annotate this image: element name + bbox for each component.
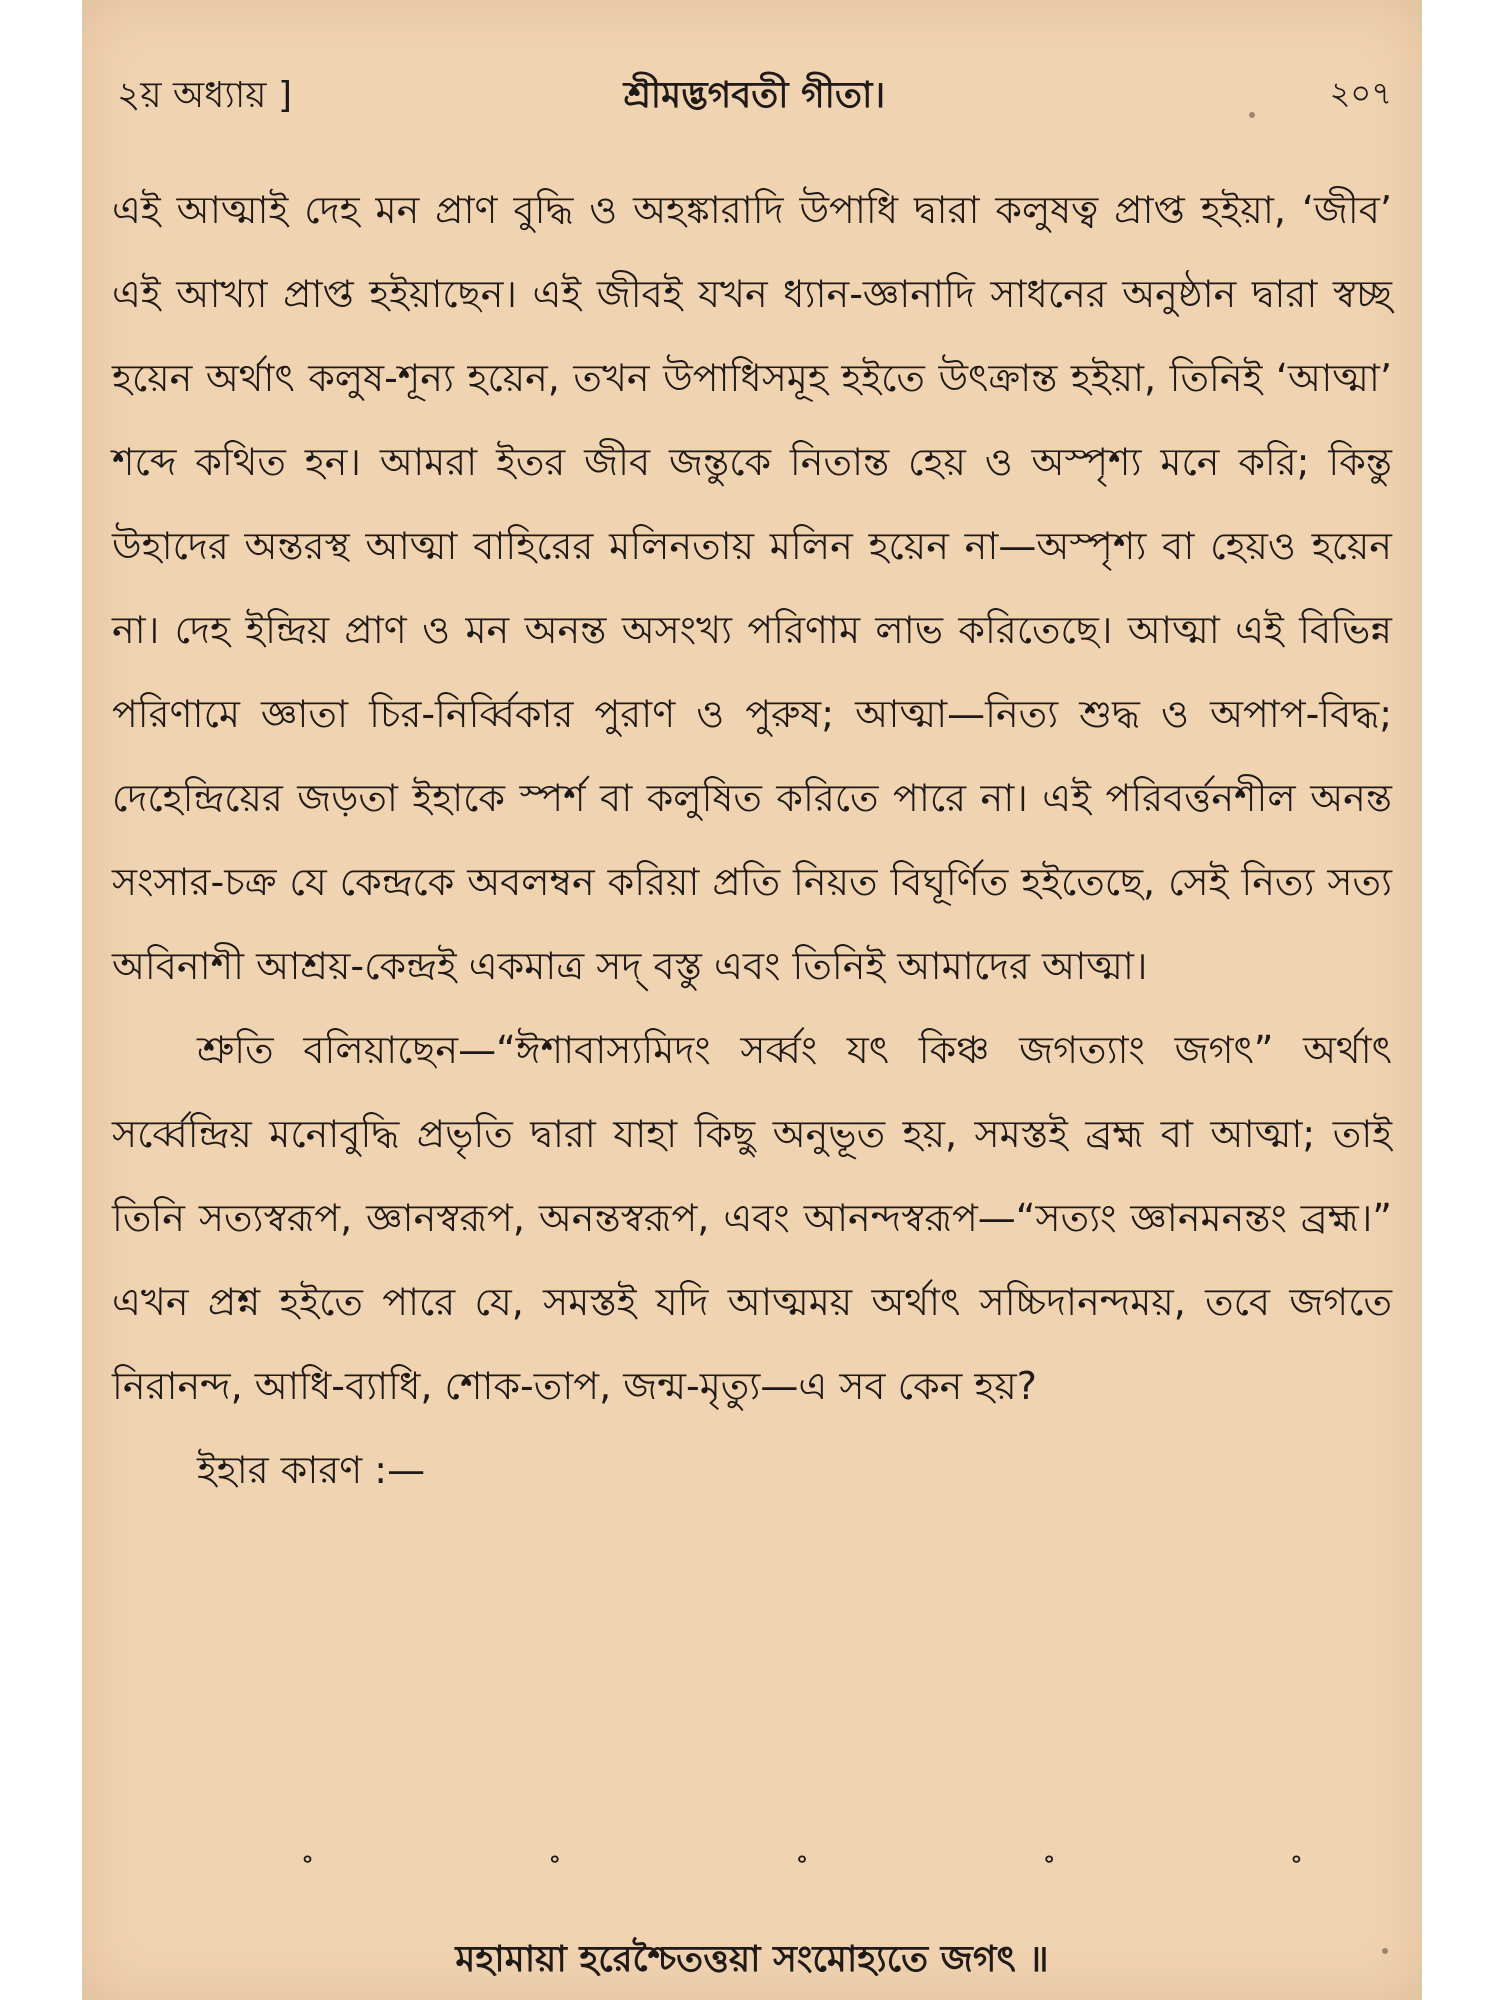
- separator-mark: ॰: [1043, 1847, 1055, 1877]
- separator-mark: ॰: [796, 1847, 808, 1877]
- chapter-label: ২য় অধ্যায় ]: [117, 75, 292, 116]
- paper-speck: [1249, 112, 1255, 118]
- paragraph-3: ইহার কারণ :—: [197, 1448, 426, 1492]
- separator-mark: ॰: [1290, 1847, 1302, 1877]
- book-page: [82, 0, 1422, 2000]
- page-number: ২০৭: [1329, 74, 1392, 112]
- paper-speck: [1382, 1948, 1388, 1954]
- paragraph-2: শ্রুতি বলিয়াছেন—“ঈশাবাস্যমিদং সর্ব্বং যৎ কিঞ্চ জগত্যাং জগৎ” অর্থাৎ সর্ব্বেন্দ্রিয় মনোবুদ্ধি প্রভৃতি দ্বারা যাহা কিছু অনুভূত হয়, সমস্তই ব্রহ্ম বা আত্মা; তাই তিনি সত্যস্বরূপ, জ্ঞানস্বরূপ, অনন্তস্বরূপ, এবং আনন্দস্বরূপ—“সত্যং জ্ঞানমনন্তং ব্রহ্ম।” এখন প্রশ্ন হইতে পারে যে, সমস্তই যদি আত্মময় অর্থাৎ সচ্চিদানন্দময়, তবে জগতে নিরানন্দ, আধি-ব্যাধি, শোক-তাপ, জন্ম-মৃত্যু—এ সব কেন হয়?: [112, 1028, 1392, 1408]
- verse-line: মহামায়া হরেশ্চৈতত্তয়া সংমোহ্যতে জগৎ ॥: [455, 1939, 1049, 1980]
- paragraph-1: এই আত্মাই দেহ মন প্রাণ বুদ্ধি ও অহঙ্কারাদি উপাধি দ্বারা কলুষত্ব প্রাপ্ত হইয়া, ‘জীব’ এই আখ্যা প্রাপ্ত হইয়াছেন। এই জীবই যখন ধ্যান-জ্ঞানাদি সাধনের অনুষ্ঠান দ্বারা স্বচ্ছ হয়েন অর্থাৎ কলুষ-শূন্য হয়েন, তখন উপাধিসমূহ হইতে উৎক্রান্ত হইয়া, তিনিই ‘আত্মা’ শব্দে কথিত হন। আমরা ইতর জীব জন্তুকে নিতান্ত হেয় ও অস্পৃশ্য মনে করি; কিন্তু উহাদের অন্তরস্থ আত্মা বাহিরের মলিনতায় মলিন হয়েন না—অস্পৃশ্য বা হেয়ও হয়েন না। দেহ ইন্দ্রিয় প্রাণ ও মন অনন্ত অসংখ্য পরিণাম লাভ করিতেছে। আত্মা এই বিভিন্ন পরিণামে জ্ঞাতা চির-নির্ব্বিকার পুরাণ ও পুরুষ; আত্মা—নিত্য শুদ্ধ ও অপাপ-বিদ্ধ; দেহেন্দ্রিয়ের জড়তা ইহাকে স্পর্শ বা কলুষিত করিতে পারে না। এই পরিবর্ত্তনশীল অনন্ত সংসার-চক্র যে কেন্দ্রকে অবলম্বন করিয়া প্রতি নিয়ত বিঘূর্ণিত হইতেছে, সেই নিত্য সত্য অবিনাশী আশ্রয়-কেন্দ্রই একমাত্র সদ্ বস্তু এবং তিনিই আমাদের আত্মা।: [112, 188, 1392, 988]
- running-header: [117, 68, 1392, 118]
- separator-dots: [302, 1842, 1302, 1877]
- book-title: শ্রীমদ্ভগবতী গীতা।: [623, 75, 886, 116]
- separator-mark: ॰: [549, 1847, 561, 1877]
- separator-mark: ॰: [302, 1847, 314, 1877]
- body-text: [112, 168, 1392, 1512]
